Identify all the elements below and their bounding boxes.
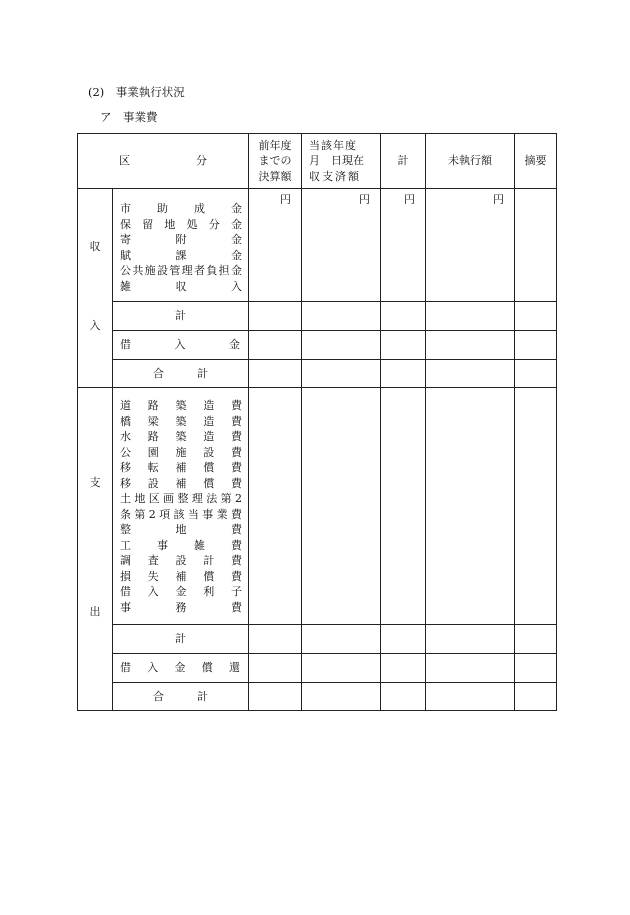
income-items-row <box>78 189 557 302</box>
expense-item: 損失補償費 <box>120 569 242 583</box>
remarks-cell <box>515 189 557 302</box>
header-category-label: 区 分 <box>119 154 207 168</box>
income-item: 賦 課 金 <box>120 248 242 262</box>
section-heading: (2) 事業執行状況 <box>88 85 185 99</box>
expense-repayment-cell <box>113 654 249 683</box>
expense-subtotal-row <box>78 625 557 654</box>
header-prev-settled <box>249 134 302 189</box>
expense-items <box>113 388 249 625</box>
unit-prev: 円 <box>249 189 302 302</box>
expense-label-bottom: 出 <box>89 604 101 618</box>
header-prev-line3: 決算額 <box>258 169 292 183</box>
header-current-line2: 月 日現在 <box>309 154 364 168</box>
expense-item: 移設補償費 <box>120 476 242 490</box>
header-remarks: 摘要 <box>515 134 557 189</box>
income-item: 公共施設管理者負担金 <box>120 264 242 277</box>
income-borrowing-cell <box>113 331 249 360</box>
expense-grand-total-label: 合 計 <box>113 683 249 711</box>
subsection-heading: ア 事業費 <box>100 110 158 124</box>
income-total-row <box>78 360 557 388</box>
expense-label <box>78 388 113 711</box>
income-subtotal-row <box>78 302 557 331</box>
expense-items-row <box>78 388 557 625</box>
unit-unexecuted: 円 <box>426 189 515 302</box>
expense-item: 水路築造費 <box>120 430 242 443</box>
header-category <box>78 134 249 189</box>
expense-item: 事 務 費 <box>120 600 242 614</box>
income-label <box>78 189 113 388</box>
expense-item: 土地区画整理法第2 <box>120 492 242 505</box>
income-borrowing-row <box>78 331 557 360</box>
expense-subtotal-label: 計 <box>113 625 249 654</box>
expense-item: 橋梁築造費 <box>120 414 242 428</box>
income-subtotal-label: 計 <box>113 302 249 331</box>
header-row <box>78 134 557 189</box>
income-item: 寄 附 金 <box>120 233 242 246</box>
income-item: 雑 収 入 <box>120 279 242 293</box>
expense-total-row <box>78 683 557 711</box>
expense-item: 借入金利子 <box>120 585 242 598</box>
unit-current: 円 <box>302 189 381 302</box>
income-label-top: 収 <box>89 240 101 253</box>
income-item: 保留地処分金 <box>120 217 242 231</box>
header-prev-line1: 前年度 <box>258 138 292 152</box>
header-prev-line2: までの <box>258 154 292 168</box>
income-borrowing-label: 借 入 金 <box>120 338 240 352</box>
expense-item: 整 地 費 <box>120 523 242 536</box>
expense-item: 調査設計費 <box>120 554 242 567</box>
header-unexecuted: 未執行額 <box>426 134 515 189</box>
expense-repayment-label: 借入金償還 <box>120 661 240 675</box>
header-current <box>302 134 381 189</box>
project-expense-table <box>77 133 557 711</box>
header-current-line3: 収支済額 <box>309 169 361 183</box>
expense-item: 移転補償費 <box>120 461 242 474</box>
expense-item: 公園施設費 <box>120 445 242 459</box>
unit-total: 円 <box>381 189 426 302</box>
income-items <box>113 189 249 302</box>
expense-item: 工 事 雑 費 <box>120 538 242 552</box>
income-label-bottom: 入 <box>89 318 101 332</box>
income-item: 市 助 成 金 <box>120 202 242 215</box>
income-grand-total-label: 合 計 <box>113 360 249 388</box>
header-current-line1: 当該年度 <box>309 138 357 152</box>
header-total: 計 <box>381 134 426 189</box>
expense-item: 道路築造費 <box>120 399 242 412</box>
expense-item: 条第2項該当事業費 <box>120 507 242 521</box>
expense-repayment-row <box>78 654 557 683</box>
expense-label-top: 支 <box>89 476 101 489</box>
